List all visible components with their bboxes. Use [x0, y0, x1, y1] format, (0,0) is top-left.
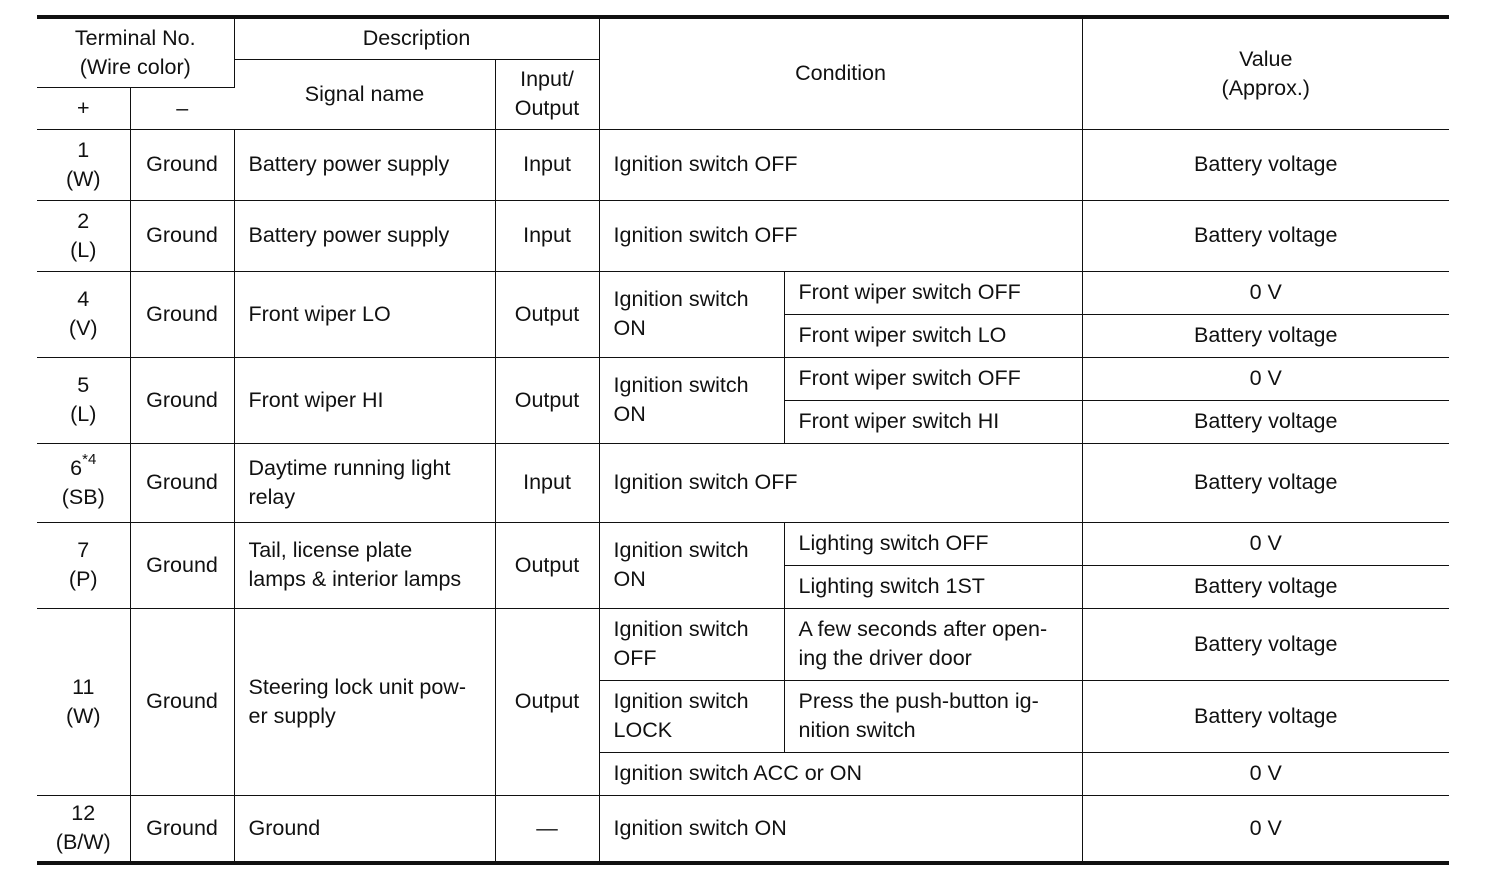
condition-main-cell: Ignition switch OFF	[599, 608, 784, 680]
condition-cell: Ignition switch ON	[599, 795, 1082, 863]
terminal-no-header: Terminal No. (Wire color)	[37, 17, 234, 87]
table-row	[37, 129, 1449, 200]
minus-cell: Ground	[130, 443, 234, 522]
table-row	[37, 443, 1449, 522]
io-cell: Input	[495, 200, 599, 271]
condition-sub-cell: Front wiper switch LO	[784, 314, 1082, 357]
value-cell: Battery voltage	[1082, 680, 1449, 752]
value-header: Value (Approx.)	[1082, 17, 1449, 129]
minus-cell: Ground	[130, 522, 234, 608]
value-cell: 0 V	[1082, 357, 1449, 400]
io-cell: Output	[495, 271, 599, 357]
signal-cell: Front wiper HI	[234, 357, 495, 443]
io-cell: —	[495, 795, 599, 863]
signal-cell: Daytime running light relay	[234, 443, 495, 522]
value-cell: Battery voltage	[1082, 443, 1449, 522]
condition-sub-cell: Front wiper switch OFF	[784, 357, 1082, 400]
minus-cell: Ground	[130, 608, 234, 795]
signal-cell: Ground	[234, 795, 495, 863]
header-row-top	[37, 17, 1449, 59]
condition-sub-cell: Lighting switch 1ST	[784, 565, 1082, 608]
table-row	[37, 608, 1449, 680]
value-cell: Battery voltage	[1082, 608, 1449, 680]
minus-cell: Ground	[130, 795, 234, 863]
condition-cell: Ignition switch ACC or ON	[599, 752, 1082, 795]
table-row	[37, 522, 1449, 565]
signal-name-header: Signal name	[234, 59, 495, 129]
condition-sub-cell: Front wiper switch OFF	[784, 271, 1082, 314]
condition-main-cell: Ignition switch ON	[599, 357, 784, 443]
condition-main-cell: Ignition switch ON	[599, 271, 784, 357]
plus-header: +	[37, 87, 130, 129]
description-header: Description	[234, 17, 599, 59]
signal-cell: Tail, license plate lamps & interior lamps	[234, 522, 495, 608]
terminal-cell: 2 (L)	[37, 200, 130, 271]
terminal-cell: 12 (B/W)	[37, 795, 130, 863]
minus-cell: Ground	[130, 357, 234, 443]
condition-cell: Ignition switch OFF	[599, 129, 1082, 200]
condition-header: Condition	[599, 17, 1082, 129]
terminal-cell: 4 (V)	[37, 271, 130, 357]
minus-header: –	[130, 87, 234, 129]
io-cell: Output	[495, 357, 599, 443]
terminal-cell: 6$^{*4}$ (SB)	[37, 443, 130, 522]
terminal-cell: 7 (P)	[37, 522, 130, 608]
table-row	[37, 200, 1449, 271]
condition-cell: Ignition switch OFF	[599, 443, 1082, 522]
value-cell: Battery voltage	[1082, 400, 1449, 443]
terminal-cell: 11 (W)	[37, 608, 130, 795]
io-cell: Input	[495, 443, 599, 522]
condition-sub-cell: Press the push-button ig- nition switch	[784, 680, 1082, 752]
value-cell: 0 V	[1082, 752, 1449, 795]
io-cell: Output	[495, 522, 599, 608]
value-cell: Battery voltage	[1082, 200, 1449, 271]
condition-main-cell: Ignition switch LOCK	[599, 680, 784, 752]
signal-cell: Battery power supply	[234, 200, 495, 271]
terminal-spec-table	[37, 15, 1449, 865]
condition-sub-cell: Lighting switch OFF	[784, 522, 1082, 565]
value-cell: Battery voltage	[1082, 565, 1449, 608]
condition-sub-cell: A few seconds after open- ing the driver door	[784, 608, 1082, 680]
signal-cell: Steering lock unit pow- er supply	[234, 608, 495, 795]
io-cell: Output	[495, 608, 599, 795]
terminal-cell: 5 (L)	[37, 357, 130, 443]
minus-cell: Ground	[130, 200, 234, 271]
terminal-cell: 1 (W)	[37, 129, 130, 200]
value-cell: 0 V	[1082, 795, 1449, 863]
value-cell: Battery voltage	[1082, 314, 1449, 357]
table-row	[37, 271, 1449, 314]
minus-cell: Ground	[130, 271, 234, 357]
value-cell: Battery voltage	[1082, 129, 1449, 200]
minus-cell: Ground	[130, 129, 234, 200]
condition-main-cell: Ignition switch ON	[599, 522, 784, 608]
io-cell: Input	[495, 129, 599, 200]
value-cell: 0 V	[1082, 271, 1449, 314]
signal-cell: Battery power supply	[234, 129, 495, 200]
table-row	[37, 357, 1449, 400]
condition-cell: Ignition switch OFF	[599, 200, 1082, 271]
condition-sub-cell: Front wiper switch HI	[784, 400, 1082, 443]
input-output-header: Input/ Output	[495, 59, 599, 129]
signal-cell: Front wiper LO	[234, 271, 495, 357]
value-cell: 0 V	[1082, 522, 1449, 565]
table-row	[37, 795, 1449, 863]
